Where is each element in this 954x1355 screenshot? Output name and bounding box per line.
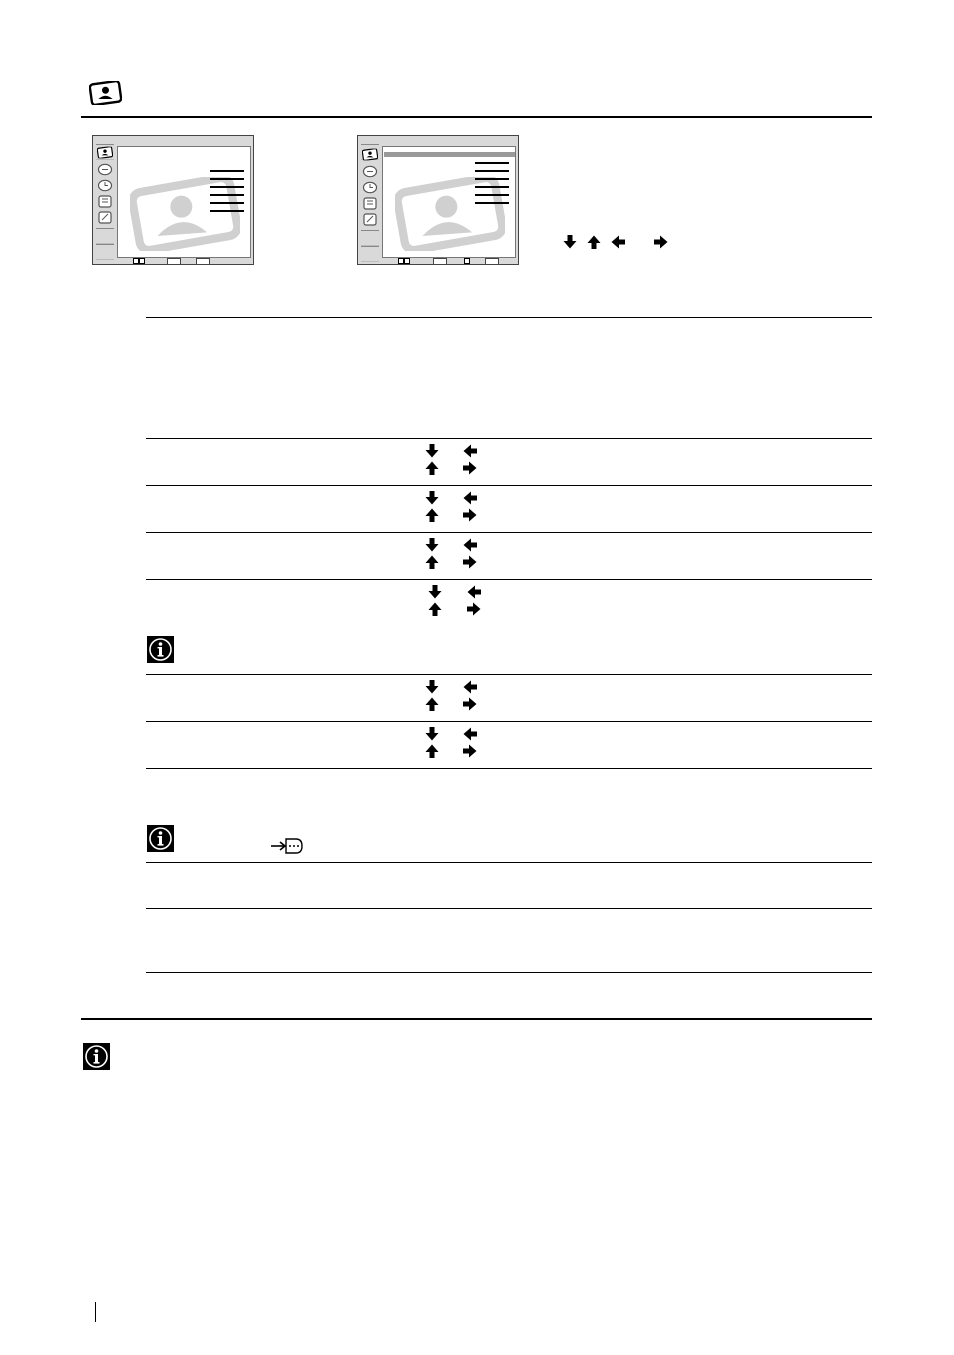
setting-bar: [475, 178, 509, 180]
watermark-picture-icon: [395, 177, 505, 251]
setup-icon: [362, 197, 378, 210]
left-arrow-icon: [467, 585, 481, 599]
setting-bar: [475, 162, 509, 164]
info-icon: [147, 636, 174, 663]
setting-bar: [475, 202, 509, 204]
preset-icon: [97, 211, 113, 224]
down-arrow-icon: [425, 538, 439, 552]
setting-bar: [475, 170, 509, 172]
sound-icon: [362, 165, 378, 178]
select-button-icon: [464, 258, 470, 264]
up-arrow-icon: [587, 235, 601, 249]
picture-adjustment-icon: [89, 81, 122, 105]
footer-button: [196, 258, 210, 265]
down-arrow-icon: [563, 235, 577, 249]
setting-bar: [210, 170, 244, 172]
setting-bar: [210, 194, 244, 196]
up-arrow-icon: [425, 744, 439, 758]
table-rule: [146, 768, 872, 769]
right-arrow-icon: [463, 461, 477, 475]
up-arrow-icon: [425, 508, 439, 522]
down-arrow-icon: [428, 585, 442, 599]
right-arrow-icon: [463, 555, 477, 569]
right-arrow-icon: [463, 508, 477, 522]
setting-bar: [210, 178, 244, 180]
table-rule: [146, 972, 872, 973]
picture-icon: [362, 148, 378, 161]
left-arrow-icon: [611, 235, 625, 249]
table-rule: [146, 579, 872, 580]
down-arrow-icon: [425, 491, 439, 505]
left-arrow-icon: [463, 538, 477, 552]
table-rule: [146, 485, 872, 486]
down-arrow-icon: [425, 727, 439, 741]
input-source-icon: [270, 837, 304, 855]
setting-bar: [210, 202, 244, 204]
info-icon: [147, 825, 174, 852]
menu-screen-1: [92, 135, 254, 265]
setting-bar: [210, 186, 244, 188]
table-rule: [146, 908, 872, 909]
down-arrow-icon: [425, 444, 439, 458]
highlighted-row: [384, 152, 515, 157]
left-arrow-icon: [463, 727, 477, 741]
up-arrow-icon: [425, 555, 439, 569]
down-arrow-icon: [425, 680, 439, 694]
menu-screen-2: [357, 135, 519, 265]
preset-icon: [362, 213, 378, 226]
left-arrow-icon: [463, 680, 477, 694]
table-rule: [146, 438, 872, 439]
right-arrow-icon: [467, 602, 481, 616]
right-arrow-icon: [463, 697, 477, 711]
up-arrow-icon: [428, 602, 442, 616]
footer-button: [433, 258, 447, 265]
nav-buttons-icon: [398, 258, 410, 264]
right-arrow-icon: [463, 744, 477, 758]
page-margin-line: [95, 1302, 96, 1322]
sound-icon: [97, 163, 113, 176]
left-arrow-icon: [463, 444, 477, 458]
watermark-picture-icon: [130, 177, 240, 251]
footer-button: [485, 258, 499, 265]
up-arrow-icon: [425, 461, 439, 475]
table-rule: [146, 317, 872, 318]
header-rule: [81, 116, 872, 118]
menu-content: [117, 146, 251, 258]
nav-buttons-icon: [133, 258, 145, 264]
table-rule: [146, 674, 872, 675]
footer-rule: [81, 1018, 872, 1020]
up-arrow-icon: [425, 697, 439, 711]
info-icon: [83, 1043, 110, 1070]
right-arrow-icon: [654, 235, 668, 249]
picture-icon: [97, 146, 113, 159]
table-rule: [146, 862, 872, 863]
setting-bar: [475, 194, 509, 196]
left-arrow-icon: [463, 491, 477, 505]
timer-icon: [97, 179, 113, 192]
menu-content: [382, 146, 516, 258]
timer-icon: [362, 181, 378, 194]
setup-icon: [97, 195, 113, 208]
setting-bar: [475, 186, 509, 188]
footer-button: [167, 258, 181, 265]
table-rule: [146, 532, 872, 533]
table-rule: [146, 721, 872, 722]
setting-bar: [210, 210, 244, 212]
